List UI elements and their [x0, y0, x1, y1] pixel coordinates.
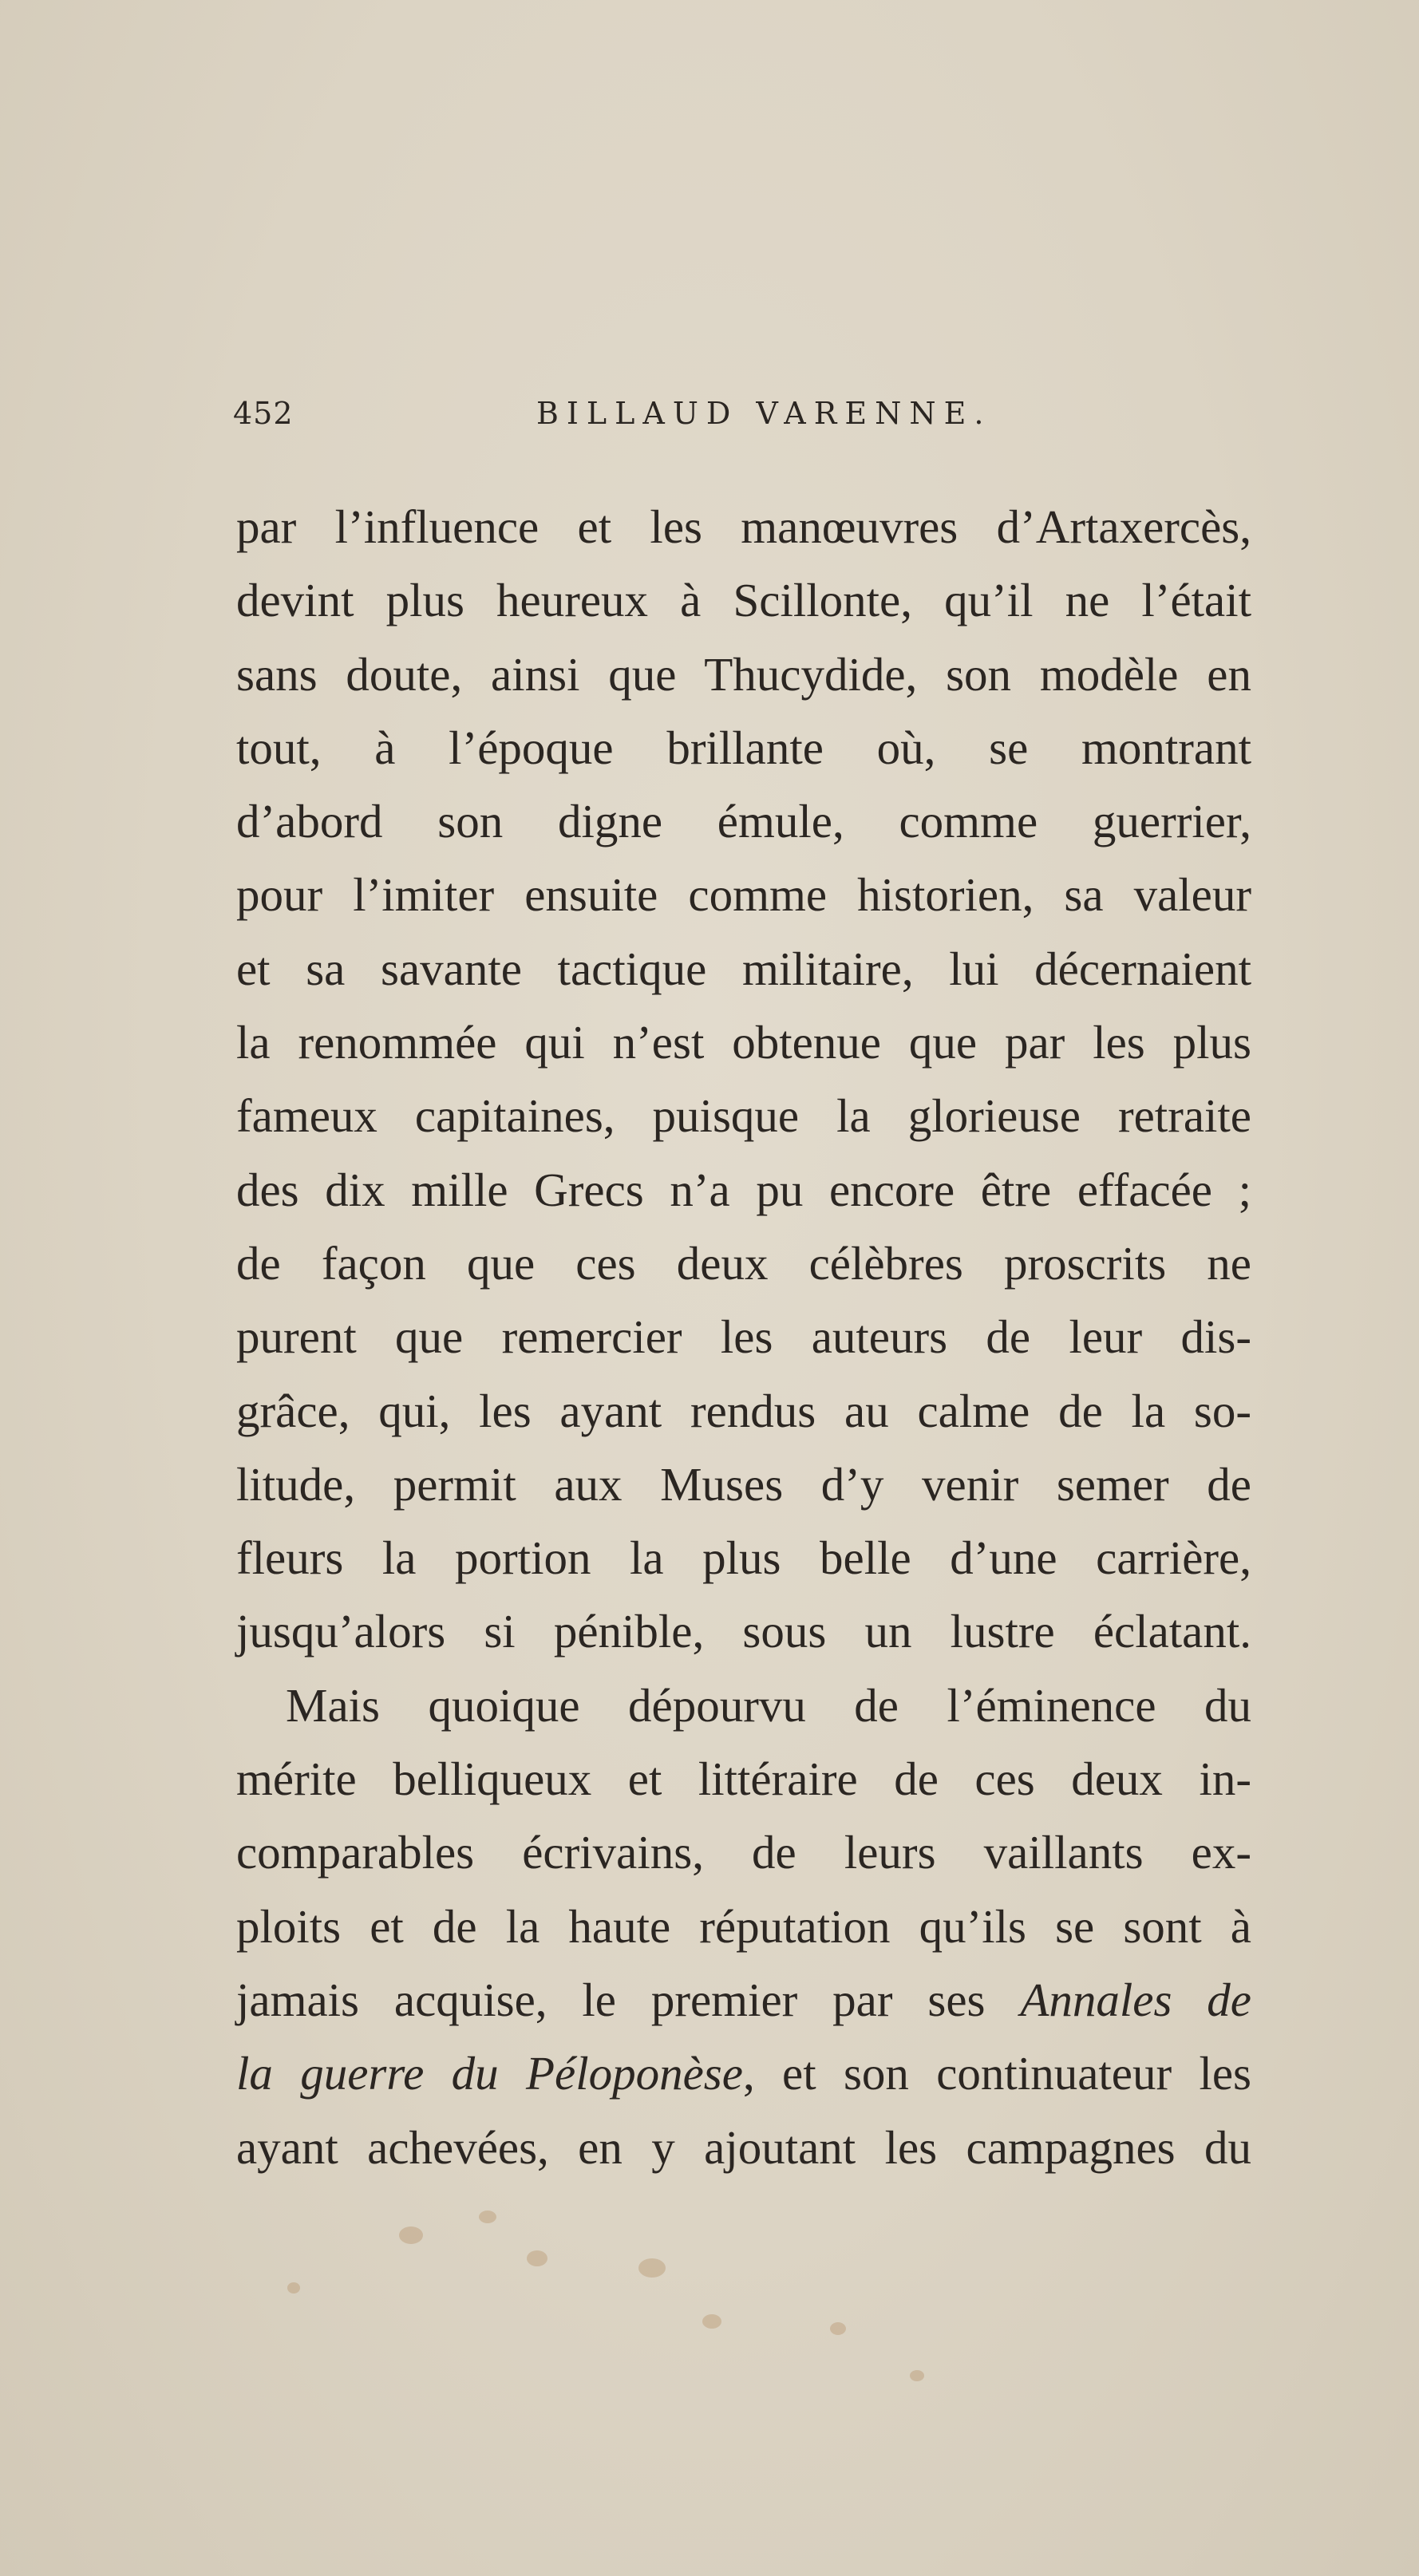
text-line: de façon que ces deux célèbres proscrits ne [236, 1236, 1251, 1290]
text-line: par l’influence et les manœuvres d’Artaxercès, [236, 500, 1251, 553]
text-line: Mais quoique dépourvu de l’éminence du [286, 1678, 1251, 1732]
text-line: fleurs la portion la plus belle d’une carrière, [236, 1531, 1251, 1585]
text-line: comparables écrivains, de leurs vaillants ex- [236, 1826, 1251, 1879]
text-line: la renommée qui n’est obtenue que par les plus [236, 1016, 1251, 1069]
page-number: 452 [233, 396, 294, 431]
text-line: des dix mille Grecs n’a pu encore être effacée ; [236, 1163, 1251, 1216]
text-line: litude, permit aux Muses d’y venir semer de [236, 1457, 1251, 1511]
text-line: mérite belliqueux et littéraire de ces deux in- [236, 1752, 1251, 1806]
page-header [233, 396, 1263, 452]
text-line: ploits et de la haute réputation qu’ils se sont à [236, 1899, 1251, 1953]
text-line: tout, à l’époque brillante où, se montrant [236, 721, 1251, 774]
running-head: BILLAUD VARENNE. [536, 396, 992, 431]
text-line: purent que remercier les auteurs de leur dis- [236, 1310, 1251, 1364]
text-segment: , et son continuateur les [742, 2047, 1251, 2100]
text-line: pour l’imiter ensuite comme historien, sa valeur [236, 868, 1251, 922]
foxing-stain [527, 2250, 547, 2266]
text-line: et sa savante tactique militaire, lui décernaient [236, 942, 1251, 995]
foxing-stain [638, 2258, 666, 2278]
text-line-with-italic [236, 1963, 1251, 2037]
italic-title: la guerre du Péloponèse [236, 2047, 743, 2100]
italic-title: Annales de [1020, 1973, 1251, 2026]
foxing-stain [830, 2322, 846, 2335]
text-line: devint plus heureux à Scillonte, qu’il ne l’était [236, 574, 1251, 627]
foxing-stain [399, 2226, 423, 2244]
text-line: sans doute, ainsi que Thucydide, son modèle en [236, 647, 1251, 701]
text-line: jusqu’alors si pénible, sous un lustre éclatant. [236, 1605, 1251, 1658]
text-line: ayant achevées, en y ajoutant les campagnes du [236, 2120, 1251, 2174]
text-line: d’abord son digne émule, comme guerrier, [236, 795, 1251, 848]
foxing-stain [910, 2370, 924, 2381]
text-line-with-italic [236, 2037, 1251, 2110]
foxing-stain [479, 2211, 496, 2223]
foxing-stain [287, 2282, 300, 2294]
text-line: grâce, qui, les ayant rendus au calme de la so- [236, 1384, 1251, 1437]
text-segment: jamais acquise, le premier par ses [236, 1973, 986, 2026]
foxing-stain [702, 2314, 721, 2329]
text-line: fameux capitaines, puisque la glorieuse retraite [236, 1089, 1251, 1143]
body-text [236, 490, 1251, 2184]
